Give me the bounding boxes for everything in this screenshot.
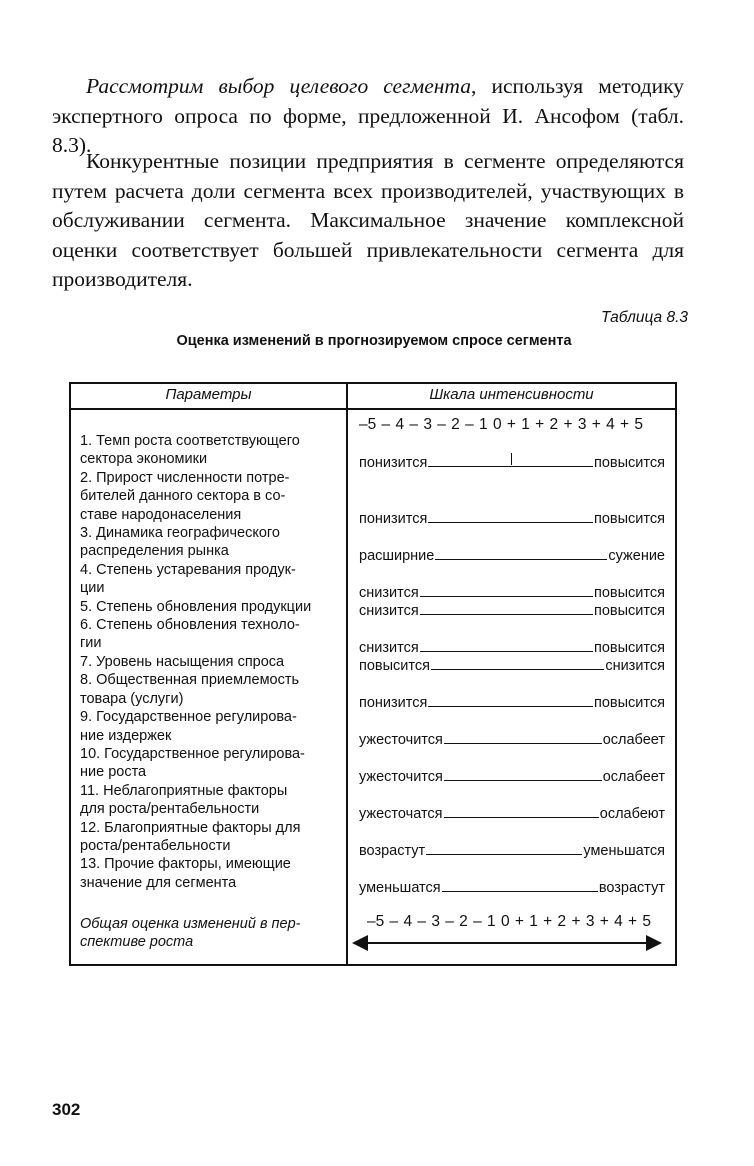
scale-left: понизится <box>359 455 428 471</box>
header-scale: Шкала интенсивности <box>429 386 594 403</box>
scale-row <box>359 544 665 564</box>
scale-right: ослабеет <box>602 732 665 748</box>
param-line: гии <box>80 635 102 652</box>
scale-right: повысится <box>594 603 665 619</box>
scale-left: снизится <box>359 640 419 656</box>
scale-row <box>359 839 665 859</box>
page-number: 302 <box>52 1100 81 1119</box>
param-line: роста/рентабельности <box>80 837 231 854</box>
param-line: 9. Государственное регулирова- <box>80 709 297 726</box>
scale-line <box>426 853 582 855</box>
scale-line <box>444 742 602 744</box>
scale-row <box>359 728 665 748</box>
scale-line <box>428 521 593 523</box>
scale-left: расширние <box>359 548 435 564</box>
scale-right: повысится <box>594 511 665 527</box>
scale-right: повысится <box>594 695 665 711</box>
scale-left: возрастут <box>359 843 426 859</box>
scale-numbers-top: –5 – 4 – 3 – 2 – 1 0 + 1 + 2 + 3 + 4 + 5 <box>359 416 644 433</box>
scale-right: уменьшатся <box>583 843 665 859</box>
scale-row <box>359 636 665 656</box>
param-line: бителей данного сектора в со- <box>80 488 286 505</box>
scale-line <box>420 613 593 615</box>
param-line: 5. Степень обновления продукции <box>80 598 312 615</box>
double-arrow-icon <box>352 932 664 954</box>
scale-line <box>420 595 593 597</box>
scale-row <box>359 876 665 896</box>
scale-row <box>359 581 665 601</box>
scale-row <box>359 691 665 711</box>
scale-left: понизится <box>359 511 428 527</box>
param-line: распределения рынка <box>80 543 229 560</box>
scale-numbers-bottom: –5 – 4 – 3 – 2 – 1 0 + 1 + 2 + 3 + 4 + 5 <box>367 913 652 930</box>
scale-left: ужесточится <box>359 732 443 748</box>
param-line: 3. Динамика географического <box>80 525 280 542</box>
scale-line <box>435 558 607 560</box>
param-line: 11. Неблагоприятные факторы <box>80 782 288 799</box>
scale-left: ужесточится <box>359 769 443 785</box>
header-divider <box>69 408 677 410</box>
scale-right: повысится <box>594 640 665 656</box>
scale-row <box>359 802 665 822</box>
scale-right: ослабеют <box>599 806 665 822</box>
scale-line <box>442 890 598 892</box>
scale-left: снизится <box>359 585 419 601</box>
scale-left: повысится <box>359 658 430 674</box>
param-line: значение для сегмента <box>80 874 237 891</box>
scale-row <box>359 765 665 785</box>
scale-line <box>428 705 593 707</box>
column-divider <box>346 382 348 966</box>
table-title: Оценка изменений в прогнозируемом спросе сегмента <box>176 333 572 349</box>
param-line: 8. Общественная приемлемость <box>80 672 300 689</box>
param-line: 12. Благоприятные факторы для <box>80 819 301 836</box>
body-paragraph: Конкурентные позиции предприятия в сегменте определяются путем расчета доли сегмента всех производителей, участвующих в обслуживании сегмента. Максимальное значение комплексной оценки соответствует большей привлекательности сегмента для производителя. <box>52 149 684 291</box>
scale-right: повысится <box>594 585 665 601</box>
param-line: сектора экономики <box>80 451 208 468</box>
scale-left: уменьшатся <box>359 880 441 896</box>
scale-right: снизится <box>605 658 665 674</box>
param-line: 2. Прирост численности потре- <box>80 469 290 486</box>
scale-row <box>359 451 665 471</box>
scale-row <box>359 599 665 619</box>
param-line: 4. Степень устаревания продук- <box>80 561 296 578</box>
scale-right: повысится <box>594 455 665 471</box>
param-line: ставе народонаселения <box>80 506 242 523</box>
param-line: ции <box>80 580 105 597</box>
scale-left: снизится <box>359 603 419 619</box>
scale-line <box>420 650 593 652</box>
total-label <box>80 915 342 952</box>
param-line: для роста/рентабельности <box>80 801 260 818</box>
scale-line <box>428 465 593 467</box>
total-line: спективе роста <box>80 934 194 951</box>
table-number: Таблица 8.3 <box>601 309 688 326</box>
scale-line <box>444 816 599 818</box>
scale-line <box>431 668 604 670</box>
scale-tick <box>511 453 513 465</box>
param-line: 1. Темп роста соответствующего <box>80 433 300 449</box>
intro-rest: , используя методику экспертного опроса по форме, предложенной И. Ансофом (табл. 8.3). <box>52 74 684 157</box>
param-line: 7. Уровень насыщения спроса <box>80 653 285 670</box>
scale-row <box>359 507 665 527</box>
param-line: ние издержек <box>80 727 172 744</box>
total-line: Общая оценка изменений в пер- <box>80 916 301 932</box>
scale-line <box>444 779 602 781</box>
scale-row <box>359 654 665 674</box>
scale-left: ужесточатся <box>359 806 443 822</box>
intro-italic: Рассмотрим выбор целевого сегмента <box>86 74 471 98</box>
param-line: 13. Прочие факторы, имеющие <box>80 856 291 873</box>
param-line: 6. Степень обновления техноло- <box>80 617 300 634</box>
scale-right: сужение <box>608 548 665 564</box>
params-list <box>80 432 344 892</box>
param-line: 10. Государственное регулирова- <box>80 745 305 762</box>
scale-right: ослабеет <box>602 769 665 785</box>
scale-right: возрастут <box>598 880 665 896</box>
param-line: товара (услуги) <box>80 690 184 707</box>
scale-left: понизится <box>359 695 428 711</box>
param-line: ние роста <box>80 764 147 781</box>
header-params: Параметры <box>165 386 252 403</box>
